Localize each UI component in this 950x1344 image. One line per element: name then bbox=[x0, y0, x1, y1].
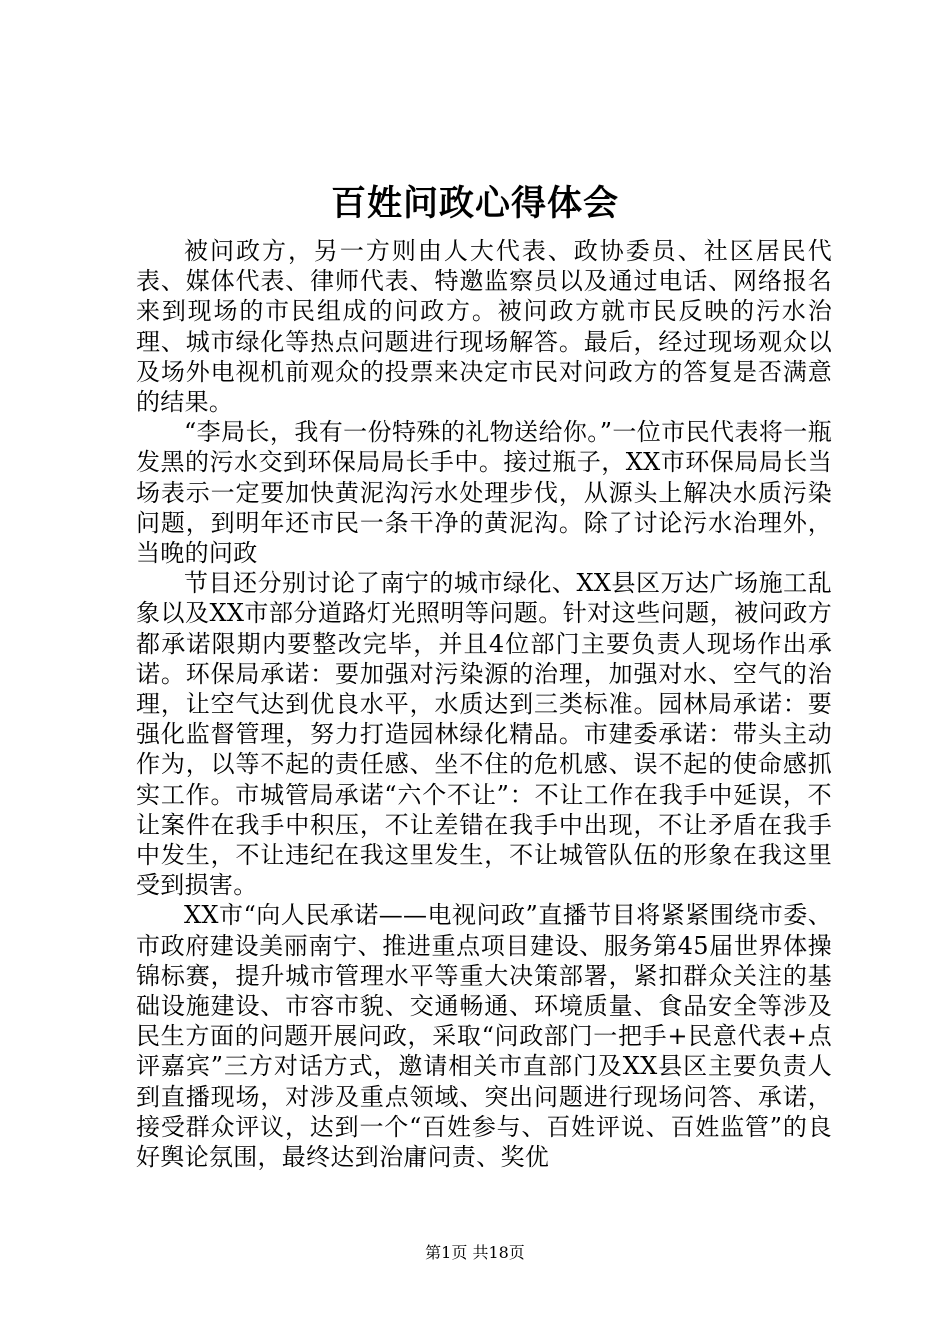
page-number-footer: 第1页 共18页 bbox=[425, 1243, 525, 1262]
document-title: 百姓问政心得体会 bbox=[330, 183, 619, 224]
paragraph: XX市“向人民承诺——电视问政”直播节目将紧紧围绕市委、市政府建设美丽南宁、推进重点项目建设、服务第45届世界体操锦标赛，提升城市管理水平等重大决策部署，紧扣群众关注的基础设施建设、市容市貌、交通畅通、环境质量、食品安全等涉及民生方面的问题开展问政，采取“问政部门一把手+民意代表+点评嘉宾”三方对话方式，邀请相关市直部门及XX县区主要负责人到直播现场，对涉及重点领域、突出问题进行现场问答、承诺，接受群众评议，达到一个“百姓参与、百姓评说、百姓监管”的良好舆论氛围，最终达到治庸问责、奖优 bbox=[136, 901, 832, 1172]
document-body bbox=[136, 236, 832, 1172]
paragraph: 被问政方，另一方则由人大代表、政协委员、社区居民代表、媒体代表、律师代表、特邀监察员以及通过电话、网络报名来到现场的市民组成的问政方。被问政方就市民反映的污水治理、城市绿化等热点问题进行现场解答。最后，经过现场观众以及场外电视机前观众的投票来决定市民对问政方的答复是否满意的结果。 bbox=[136, 237, 832, 417]
paragraph: 节目还分别讨论了南宁的城市绿化、XX县区万达广场施工乱象以及XX市部分道路灯光照明等问题。针对这些问题，被问政方都承诺限期内要整改完毕，并且4位部门主要负责人现场作出承诺。环保局承诺：要加强对污染源的治理，加强对水、空气的治理，让空气达到优良水平，水质达到三类标准。园林局承诺：要强化监督管理，努力打造园林绿化精品。市建委承诺：带头主动作为，以等不起的责任感、坐不住的危机感、误不起的使命感抓实工作。市城管局承诺“六个不让”：不让工作在我手中延误，不让案件在我手中积压，不让差错在我手中出现，不让矛盾在我手中发生，不让违纪在我这里发生，不让城管队伍的形象在我这里受到损害。 bbox=[136, 569, 832, 900]
paragraph: “李局长，我有一份特殊的礼物送给你。”一位市民代表将一瓶发黑的污水交到环保局局长手中。接过瓶子，XX市环保局局长当场表示一定要加快黄泥沟污水处理步伐，从源头上解决水质污染问题，到明年还市民一条干净的黄泥沟。除了讨论污水治理外，当晚的问政 bbox=[136, 418, 832, 568]
